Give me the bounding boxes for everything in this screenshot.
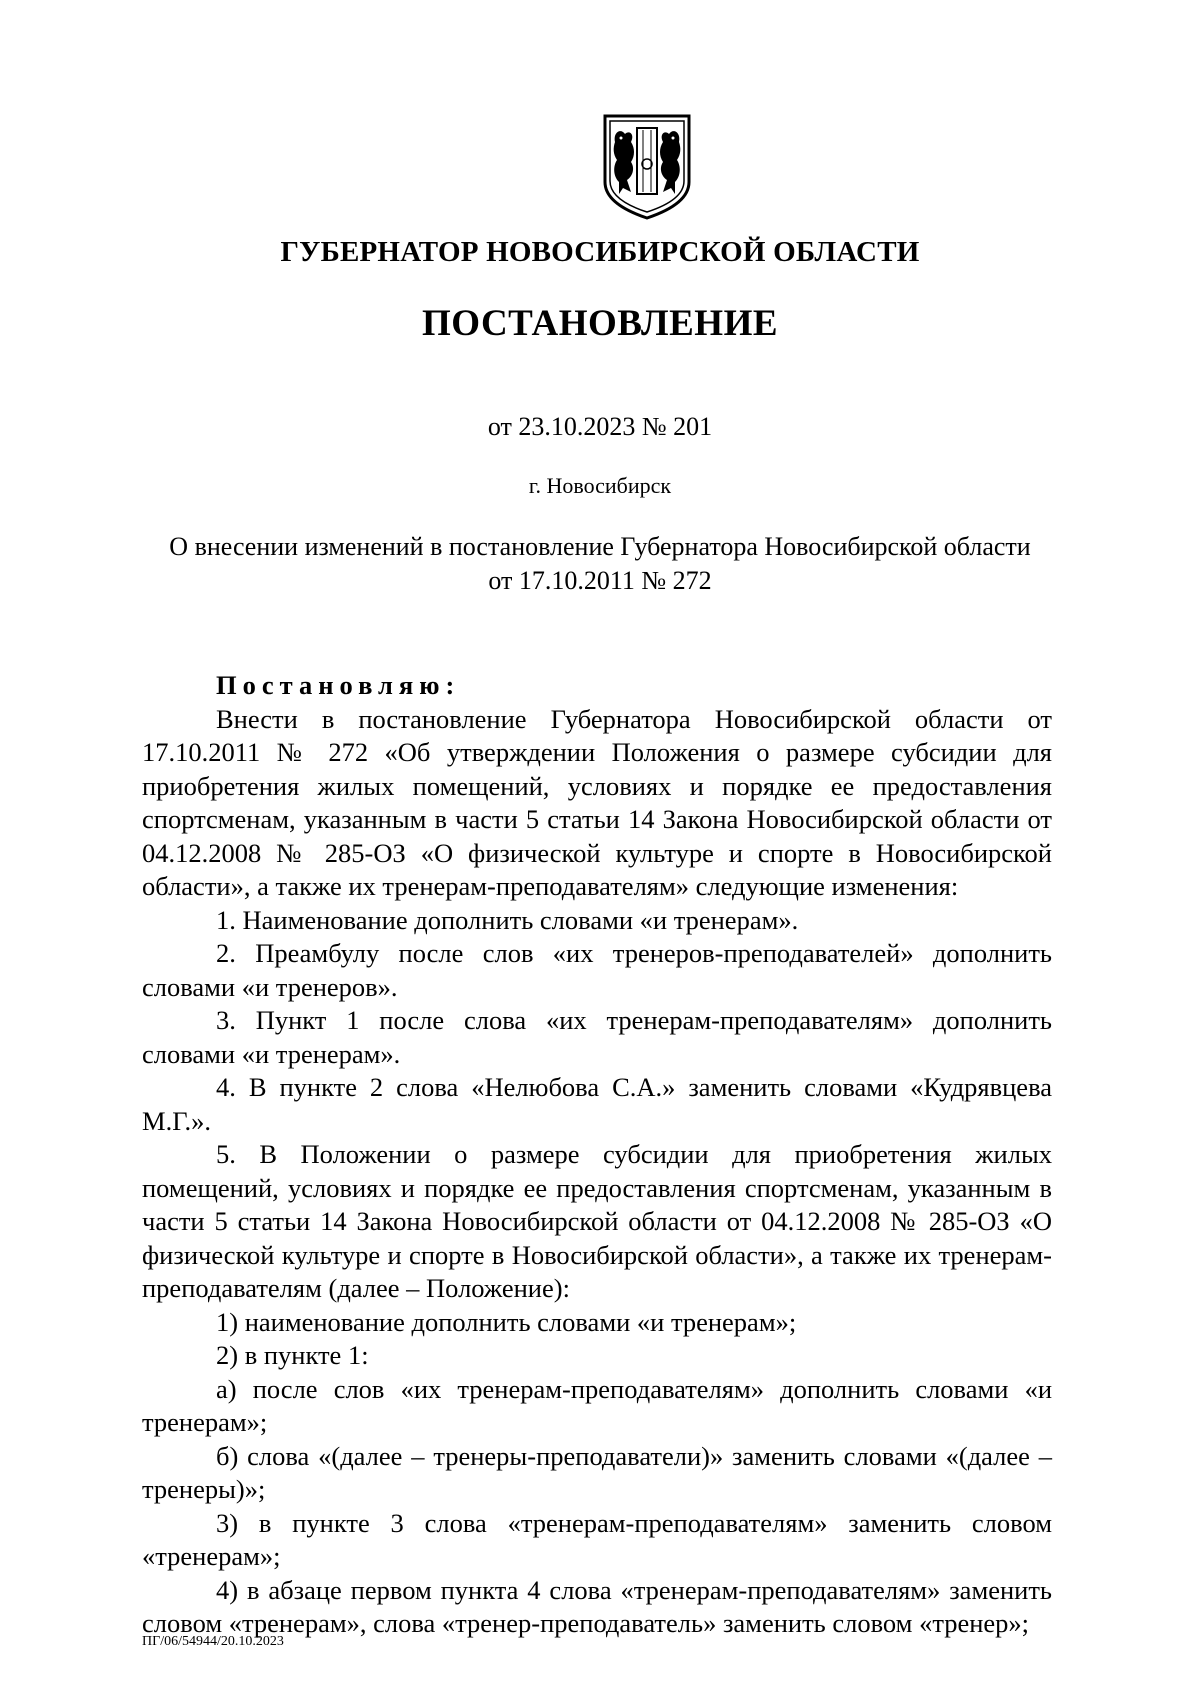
document-type-title: ПОСТАНОВЛЕНИЕ: [421, 303, 779, 344]
body-paragraph: 5. В Положении о размере субсидии для приобретения жилых помещений, условиях и порядке ее предоставления спортсменам, указанным в части 5 статьи 14 Закона Новосибирской области от 04.12.2008 № 285-ОЗ «О физической культуре и спорте в Новосибирской области», а также их тренерам-преподавателям (далее – Положение):: [142, 1139, 1052, 1303]
document-place: г. Новосибирск: [528, 473, 672, 498]
body-paragraph: 3) в пункте 3 слова «тренерам-преподавателям» заменить словом «тренерам»;: [142, 1507, 1052, 1571]
body-paragraph: 4) в абзаце первом пункта 4 слова «тренерам-преподавателям» заменить словом «тренерам», слова «тренер-преподаватель» заменить словом «тренер»;: [142, 1574, 1052, 1638]
document-body: [142, 669, 1052, 1641]
body-paragraph: а) после слов «их тренерам-преподавателям» дополнить словами «и тренерам»;: [142, 1373, 1052, 1437]
body-paragraph: 3. Пункт 1 после слова «их тренерам-преподавателям» дополнить словами «и тренерам».: [142, 1005, 1052, 1069]
subject-line-1: О внесении изменений в постановление Губернатора Новосибирской области: [169, 532, 1031, 561]
body-paragraph: 4. В пункте 2 слова «Нелюбова С.А.» заменить словами «Кудрявцева М.Г.».: [142, 1072, 1052, 1136]
body-paragraph: 2. Преамбулу после слов «их тренеров-преподавателей» дополнить словами «и тренеров».: [142, 938, 1052, 1002]
body-paragraph: 1) наименование дополнить словами «и тренерам»;: [216, 1306, 797, 1337]
body-paragraph: Внести в постановление Губернатора Новосибирской области от 17.10.2011 № 272 «Об утверждении Положения о размере субсидии для приобретения жилых помещений, условиях и порядке ее предоставления спортсменам, указанным в части 5 статьи 14 Закона Новосибирской области от 04.12.2008 № 285-ОЗ «О физической культуре и спорте в Новосибирской области», а также их тренерам-преподавателям» следующие изменения:: [142, 703, 1052, 901]
footer-document-code: ПГ/06/54944/20.10.2023: [142, 1634, 284, 1649]
issuing-authority: ГУБЕРНАТОР НОВОСИБИРСКОЙ ОБЛАСТИ: [280, 236, 920, 268]
decree-word: Постановляю:: [216, 670, 461, 700]
document-date-number: от 23.10.2023 № 201: [487, 412, 713, 441]
body-paragraph: б) слова «(далее – тренеры-преподаватели)» заменить словами «(далее – тренеры)»;: [142, 1440, 1052, 1504]
coat-of-arms-emblem: [601, 112, 693, 222]
document-subject: [0, 530, 1200, 598]
body-paragraph: 1. Наименование дополнить словами «и тренерам».: [216, 904, 799, 935]
body-paragraph: 2) в пункте 1:: [216, 1340, 369, 1370]
subject-line-2: от 17.10.2011 № 272: [488, 566, 712, 595]
